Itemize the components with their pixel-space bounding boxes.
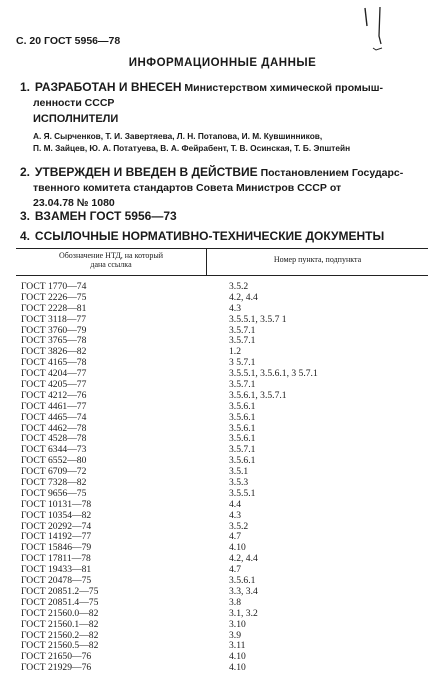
cell-document: ГОСТ 20478—75	[21, 575, 92, 587]
cell-document: ГОСТ 4212—76	[21, 389, 87, 401]
cell-document: ГОСТ 21929—76	[21, 662, 92, 674]
cell-clause: 3.1, 3.2	[229, 607, 258, 619]
cell-document: ГОСТ 4205—77	[21, 379, 87, 391]
section-number: 2.	[20, 165, 31, 179]
section-text: Постановлением Государс-	[260, 167, 404, 179]
cell-document: ГОСТ 21560.5—82	[21, 640, 99, 652]
cell-document: ГОСТ 14192—77	[21, 531, 92, 543]
table-row	[16, 413, 428, 424]
table-row	[16, 663, 428, 674]
performers-label: ИСПОЛНИТЕЛИ	[33, 113, 119, 125]
cell-clause: 4.10	[229, 651, 246, 663]
cell-clause: 3.5.7.1	[229, 379, 256, 391]
cell-document: ГОСТ 3118—77	[21, 313, 87, 325]
section-2	[20, 165, 425, 211]
section-heading: УТВЕРЖДЕН И ВВЕДЕН В ДЕЙСТВИЕ	[34, 165, 258, 179]
cell-document: ГОСТ 19433—81	[21, 564, 92, 576]
performers-list	[33, 130, 423, 154]
cell-clause: 4.10	[229, 662, 246, 674]
cell-document: ГОСТ 7328—82	[21, 477, 87, 489]
cell-clause: 3.5.5.1, 3.5.6.1, 3 5.7.1	[229, 368, 318, 380]
section-number: 4.	[20, 229, 31, 243]
cell-document: ГОСТ 4461—77	[21, 400, 87, 412]
cell-document: ГОСТ 21560.0—82	[21, 607, 99, 619]
cell-clause: 3.5.6.1	[229, 433, 256, 445]
cell-clause: 4.4	[229, 498, 241, 510]
cell-document: ГОСТ 3765—78	[21, 335, 87, 347]
table-row	[16, 315, 428, 326]
cell-document: ГОСТ 10131—78	[21, 498, 92, 510]
cell-clause: 4.3	[229, 302, 241, 314]
cell-document: ГОСТ 2226—75	[21, 291, 87, 303]
cell-clause: 3.10	[229, 618, 246, 630]
cell-clause: 3.5.6.1	[229, 422, 256, 434]
cell-clause: 3.5.6.1	[229, 455, 256, 467]
document-title: ИНФОРМАЦИОННЫЕ ДАННЫЕ	[128, 57, 317, 69]
section-3	[20, 209, 425, 225]
cell-document: ГОСТ 9656—75	[21, 487, 87, 499]
cell-clause: 4.3	[229, 509, 241, 521]
cell-document: ГОСТ 21650—76	[21, 651, 92, 663]
cell-document: ГОСТ 17811—78	[21, 553, 91, 565]
column-header-document: Обозначение НТД, на который дана ссылка	[58, 251, 164, 269]
cell-clause: 3.5.3	[229, 477, 249, 489]
cell-clause: 4.2, 4.4	[229, 291, 258, 303]
section-number: 1.	[20, 80, 31, 94]
table-row	[16, 652, 428, 663]
cell-clause: 3.5.5.1, 3.5.7 1	[229, 313, 287, 325]
section-text: 23.04.78 № 1080	[33, 197, 115, 209]
cell-clause: 3.5.6.1	[229, 575, 256, 587]
table-row	[16, 609, 428, 620]
cell-clause: 4.2, 4.4	[229, 553, 258, 565]
section-heading: РАЗРАБОТАН И ВНЕСЕН	[34, 80, 182, 94]
cell-document: ГОСТ 15846—79	[21, 542, 92, 554]
cell-clause: 3.5.7.1	[229, 335, 256, 347]
cell-clause: 4.7	[229, 531, 241, 543]
cell-document: ГОСТ 20292—74	[21, 520, 92, 532]
cell-clause: 4.7	[229, 564, 241, 576]
cell-clause: 3.5.2	[229, 520, 249, 532]
performers-line: А. Я. Сырченков, Т. И. Завертяева, Л. Н. Потапова, И. М. Кувшинников,	[33, 131, 323, 141]
performers-line: П. М. Зайцев, Ю. А. Потатуева, В. А. Фейрабент, Т. В. Осинская, Т. Б. Эпштейн	[33, 143, 351, 153]
handwritten-mark	[360, 6, 390, 56]
cell-document: ГОСТ 3826—82	[21, 346, 87, 358]
cell-document: ГОСТ 10354—82	[21, 509, 92, 521]
cell-document: ГОСТ 4204—77	[21, 368, 87, 380]
cell-clause: 3.5.6.1, 3.5.7.1	[229, 389, 287, 401]
cell-clause: 3.5.7.1	[229, 324, 256, 336]
cell-document: ГОСТ 2228—81	[21, 302, 87, 314]
cell-clause: 3.5.6.1	[229, 400, 256, 412]
column-header-clause: Номер пункта, подпункта	[273, 255, 362, 264]
references-table-header	[16, 248, 428, 276]
cell-clause: 3 5.7.1	[229, 357, 256, 369]
cell-document: ГОСТ 3760—79	[21, 324, 87, 336]
cell-clause: 3.3, 3.4	[229, 585, 258, 597]
cell-document: ГОСТ 21560.1—82	[21, 618, 99, 630]
cell-clause: 1.2	[229, 346, 241, 358]
cell-clause: 3.5.2	[229, 281, 249, 292]
section-text: ленности СССР	[33, 97, 115, 109]
section-heading: ССЫЛОЧНЫЕ НОРМАТИВНО-ТЕХНИЧЕСКИЕ ДОКУМЕНТЫ	[34, 229, 385, 243]
section-text: Министерством химической промыш-	[184, 82, 383, 94]
table-row	[16, 620, 428, 631]
cell-document: ГОСТ 21560.2—82	[21, 629, 99, 641]
cell-clause: 3.9	[229, 629, 241, 641]
cell-document: ГОСТ 6344—73	[21, 444, 87, 456]
section-number: 3.	[20, 209, 31, 223]
cell-clause: 3.5.7.1	[229, 444, 256, 456]
cell-clause: 3.8	[229, 596, 241, 608]
page-header: С. 20 ГОСТ 5956—78	[16, 35, 121, 47]
cell-clause: 3.5.1	[229, 466, 249, 478]
references-table-body	[16, 282, 428, 674]
cell-clause: 4.10	[229, 542, 246, 554]
cell-document: ГОСТ 20851.2—75	[21, 585, 99, 597]
cell-clause: 3.5.5.1	[229, 487, 256, 499]
cell-document: ГОСТ 4165—78	[21, 357, 87, 369]
cell-clause: 3.11	[229, 640, 246, 652]
section-text: твенного комитета стандартов Совета Министров СССР от	[33, 182, 342, 194]
cell-document: ГОСТ 1770—74	[21, 281, 87, 292]
cell-clause: 3.5.6.1	[229, 411, 256, 423]
section-heading: ВЗАМЕН ГОСТ 5956—73	[34, 209, 177, 223]
cell-document: ГОСТ 4465—74	[21, 411, 87, 423]
cell-document: ГОСТ 6552—80	[21, 455, 87, 467]
section-1	[20, 80, 425, 111]
cell-document: ГОСТ 20851.4—75	[21, 596, 99, 608]
cell-document: ГОСТ 6709—72	[21, 466, 87, 478]
section-4	[20, 229, 425, 245]
cell-document: ГОСТ 4462—78	[21, 422, 87, 434]
cell-document: ГОСТ 4528—78	[21, 433, 87, 445]
table-row	[16, 511, 428, 522]
